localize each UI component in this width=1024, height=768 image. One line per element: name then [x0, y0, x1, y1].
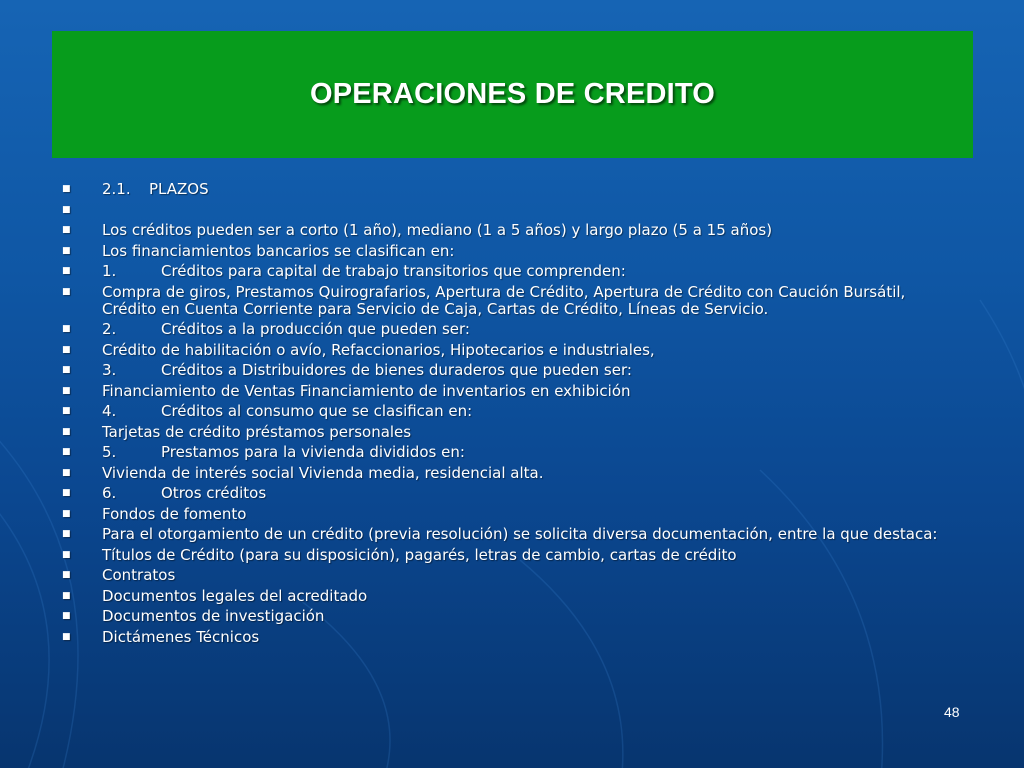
list-item-label: Otros créditos — [161, 484, 267, 502]
square-bullet-icon: ■ — [62, 184, 71, 194]
list-item-text — [102, 444, 960, 461]
list-item-label: Documentos de investigación — [102, 607, 325, 625]
list-item — [60, 526, 960, 543]
list-item-text — [102, 567, 960, 584]
list-item-text — [102, 629, 960, 646]
square-bullet-icon: ■ — [62, 266, 71, 276]
list-item-text — [102, 383, 960, 400]
list-item-text — [102, 547, 960, 564]
list-item-number: 2.1. — [102, 180, 131, 198]
list-item-text — [102, 526, 960, 543]
list-item — [60, 284, 960, 318]
square-bullet-icon: ■ — [62, 488, 71, 498]
square-bullet-icon: ■ — [62, 204, 71, 215]
list-item — [60, 465, 960, 482]
list-item-text — [102, 342, 960, 359]
list-item-label: Crédito de habilitación o avío, Refaccionarios, Hipotecarios e industriales, — [102, 340, 655, 359]
square-bullet-icon: ■ — [62, 286, 71, 297]
list-item — [60, 608, 960, 625]
list-item-text — [102, 284, 960, 318]
list-item-text — [102, 243, 960, 260]
list-item-number: 6. — [102, 484, 117, 502]
list-item-text — [102, 424, 960, 441]
list-item — [60, 567, 960, 584]
square-bullet-icon: ■ — [62, 344, 71, 355]
list-item — [60, 403, 960, 420]
list-item — [60, 342, 960, 359]
square-bullet-icon: ■ — [62, 590, 71, 601]
list-item-label: Financiamiento de Ventas Financiamiento de inventarios en exhibición — [102, 381, 631, 400]
list-item — [60, 202, 960, 219]
list-item-label: Prestamos para la vivienda divididos en: — [161, 443, 465, 461]
square-bullet-icon: ■ — [62, 385, 71, 396]
list-item — [60, 243, 960, 260]
list-item-label: Vivienda de interés social Vivienda media, residencial alta. — [102, 463, 544, 482]
square-bullet-icon: ■ — [62, 611, 71, 621]
list-item-text — [102, 181, 960, 198]
list-item-label: Tarjetas de crédito préstamos personales — [102, 422, 412, 441]
bullet-list — [60, 181, 960, 649]
list-item — [60, 383, 960, 400]
list-item-number: 1. — [102, 262, 117, 280]
list-item-label: Compra de giros, Prestamos Quirografarios, Apertura de Crédito, Apertura de Crédito con Caución Bursátil, Crédito en Cuenta Corriente para Servicio de Caja, Cartas de Crédito, Líneas de Servicio. — [102, 282, 906, 318]
square-bullet-icon: ■ — [62, 365, 71, 375]
list-item-label: Para el otorgamiento de un crédito (previa resolución) se solicita diversa documentación, entre la que destaca: — [102, 525, 938, 543]
square-bullet-icon: ■ — [62, 529, 71, 539]
list-item-text — [102, 222, 960, 239]
list-item — [60, 362, 960, 379]
list-item — [60, 444, 960, 461]
square-bullet-icon: ■ — [62, 508, 71, 519]
list-item-label: Créditos a la producción que pueden ser: — [161, 320, 470, 338]
list-item-label: Los financiamientos bancarios se clasifican en: — [102, 241, 455, 260]
list-item-label: PLAZOS — [149, 180, 209, 198]
square-bullet-icon: ■ — [62, 245, 71, 256]
list-item — [60, 588, 960, 605]
list-item-text — [102, 465, 960, 482]
list-item-label: Créditos para capital de trabajo transitorios que comprenden: — [161, 262, 626, 280]
list-item-text — [102, 506, 960, 523]
title-banner — [52, 31, 973, 158]
list-item-label: Dictámenes Técnicos — [102, 627, 260, 646]
list-item — [60, 222, 960, 239]
list-item-text — [102, 321, 960, 338]
square-bullet-icon: ■ — [62, 549, 71, 560]
list-item — [60, 629, 960, 646]
list-item-text — [102, 403, 960, 420]
list-item-label: Contratos — [102, 566, 176, 584]
list-item-label: Créditos al consumo que se clasifican en: — [161, 402, 473, 420]
list-item-label: Fondos de fomento — [102, 504, 247, 523]
list-item-number: 5. — [102, 443, 117, 461]
list-item-number: 2. — [102, 320, 117, 338]
list-item-text — [102, 608, 960, 625]
list-item-label: Créditos a Distribuidores de bienes duraderos que pueden ser: — [161, 361, 632, 379]
list-item — [60, 485, 960, 502]
square-bullet-icon: ■ — [62, 406, 71, 416]
square-bullet-icon: ■ — [62, 467, 71, 478]
list-item — [60, 181, 960, 198]
square-bullet-icon: ■ — [62, 631, 71, 642]
list-item-number: 3. — [102, 361, 117, 379]
square-bullet-icon: ■ — [62, 225, 71, 235]
list-item-text — [102, 263, 960, 280]
square-bullet-icon: ■ — [62, 324, 71, 334]
slide-title: OPERACIONES DE CREDITO — [309, 78, 716, 110]
list-item-label: Los créditos pueden ser a corto (1 año), mediano (1 a 5 años) y largo plazo (5 a 15 años) — [102, 221, 773, 239]
square-bullet-icon: ■ — [62, 426, 71, 437]
list-item — [60, 263, 960, 280]
list-item — [60, 506, 960, 523]
list-item — [60, 547, 960, 564]
list-item-text — [102, 588, 960, 605]
list-item-number: 4. — [102, 402, 117, 420]
list-item-text — [102, 362, 960, 379]
page-number: 48 — [944, 704, 960, 720]
list-item-label: Documentos legales del acreditado — [102, 586, 368, 605]
square-bullet-icon: ■ — [62, 447, 71, 457]
list-item-label: Títulos de Crédito (para su disposición), pagarés, letras de cambio, cartas de crédito — [102, 545, 737, 564]
square-bullet-icon: ■ — [62, 570, 71, 580]
list-item-text — [102, 485, 960, 502]
list-item — [60, 321, 960, 338]
list-item — [60, 424, 960, 441]
